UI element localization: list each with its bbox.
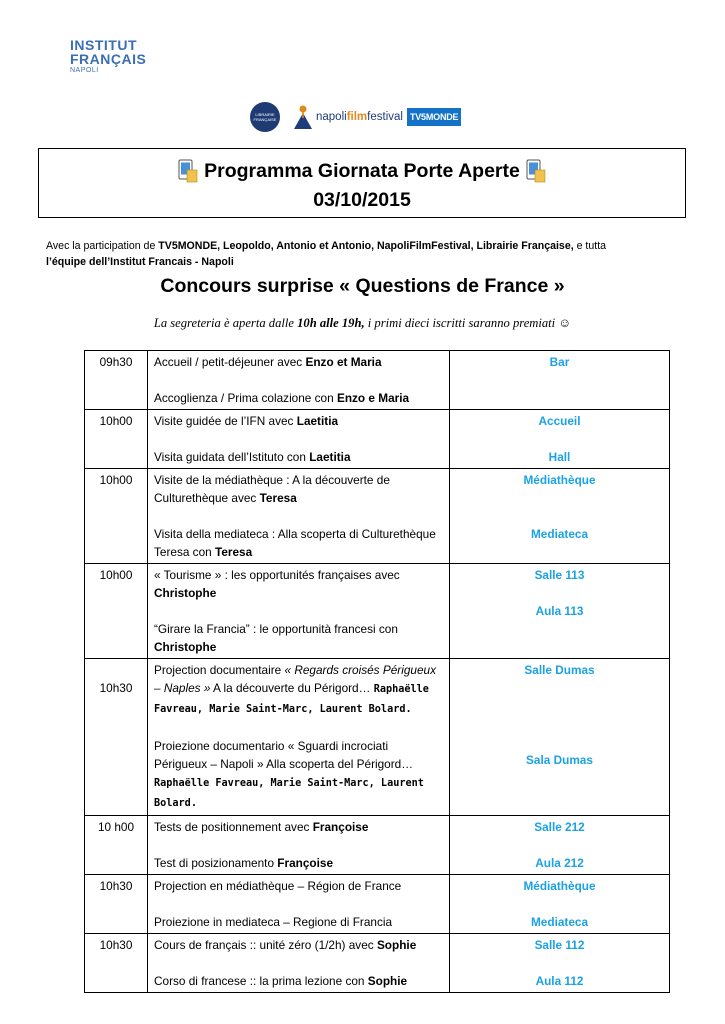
napoli-film-festival-logo	[292, 103, 461, 131]
activity-cell: Cours de français :: unité zéro (1/2h) avec Sophie Corso di francese :: la prima lezione con Sophie	[148, 934, 450, 993]
table-row	[85, 659, 670, 816]
activity-cell: « Tourisme » : les opportunités françaises avec Christophe “Girare la Francia” : le opportunità francesi con Christophe	[148, 564, 450, 659]
activity-cell: Visite de la médiathèque : A la découverte de Culturethèque avec Teresa Visita della mediateca : Alla scoperta di Culturethèque Teresa con Teresa	[148, 469, 450, 564]
logo-line-1: INSTITUT	[70, 37, 137, 53]
title-box	[38, 148, 686, 218]
activity-cell: Projection documentaire « Regards croisés Périgueux – Naples » A la découverte du Périgord… Raphaëlle Favreau, Marie Saint-Marc, Laurent Bolard. Proiezione documentario « Sguardi incrociati Périgueux – Napoli » Alla scoperta del Périgord… Raphaëlle Favreau, Marie Saint-Marc, Laurent Bolard.	[148, 659, 450, 816]
time-cell: 10 h00	[85, 816, 148, 875]
tablet-document-icon	[178, 159, 198, 183]
room-cell: Bar	[450, 351, 670, 410]
sponsor-logos	[250, 100, 461, 134]
page-title: Programma Giornata Porte Aperte	[204, 159, 520, 182]
concours-heading: Concours surprise « Questions de France »	[160, 275, 565, 297]
room-cell: Salle 112 Aula 112	[450, 934, 670, 993]
table-row	[85, 875, 670, 934]
table-row	[85, 816, 670, 875]
vesuvius-icon	[292, 103, 314, 131]
event-date: 03/10/2015	[313, 189, 411, 211]
participation-text: Avec la participation de TV5MONDE, Leopoldo, Antonio et Antonio, NapoliFilmFestival, Librairie Française, e tutta l’équipe dell’Institut Francais - Napoli	[46, 240, 607, 268]
room-cell: Médiathèque Mediateca	[450, 875, 670, 934]
tv5monde-logo: TV5MONDE	[407, 108, 461, 126]
room-cell: Salle 113 Aula 113	[450, 564, 670, 659]
room-cell: Salle Dumas Sala Dumas	[450, 659, 670, 816]
schedule-table	[84, 350, 670, 993]
napoli-film-festival-text: napolifilmfestival	[316, 111, 403, 123]
institut-francais-logo	[70, 38, 146, 76]
librairie-francaise-logo	[250, 102, 280, 132]
logo-line-2: FRANÇAIS	[70, 51, 147, 67]
time-cell: 10h30	[85, 875, 148, 934]
time-cell: 10h00	[85, 469, 148, 564]
activity-cell: Projection en médiathèque – Région de France Proiezione in mediateca – Regione di Francia	[148, 875, 450, 934]
logo-line-3: NAPOLI	[70, 67, 99, 74]
activity-cell: Tests de positionnement avec Françoise Test di posizionamento Françoise	[148, 816, 450, 875]
time-cell: 10h00	[85, 564, 148, 659]
time-cell: 10h30	[85, 659, 148, 816]
activity-cell: Accueil / petit-déjeuner avec Enzo et Maria Accoglienza / Prima colazione con Enzo e Maria	[148, 351, 450, 410]
room-cell: Accueil Hall	[450, 410, 670, 469]
table-row	[85, 469, 670, 564]
time-cell: 10h00	[85, 410, 148, 469]
table-row	[85, 934, 670, 993]
segreteria-note: La segreteria è aperta dalle 10h alle 19h, i primi dieci iscritti saranno premiati ☺	[153, 316, 572, 330]
room-cell: Médiathèque Mediateca	[450, 469, 670, 564]
librairie-logo-text: LIBRAIRIE FRANÇAISE	[253, 112, 277, 122]
tablet-document-icon	[526, 159, 546, 183]
time-cell: 10h30	[85, 934, 148, 993]
table-row	[85, 351, 670, 410]
time-cell: 09h30	[85, 351, 148, 410]
activity-cell: Visite guidée de l’IFN avec Laetitia Visita guidata dell’Istituto con Laetitia	[148, 410, 450, 469]
table-row	[85, 564, 670, 659]
table-row	[85, 410, 670, 469]
room-cell: Salle 212 Aula 212	[450, 816, 670, 875]
